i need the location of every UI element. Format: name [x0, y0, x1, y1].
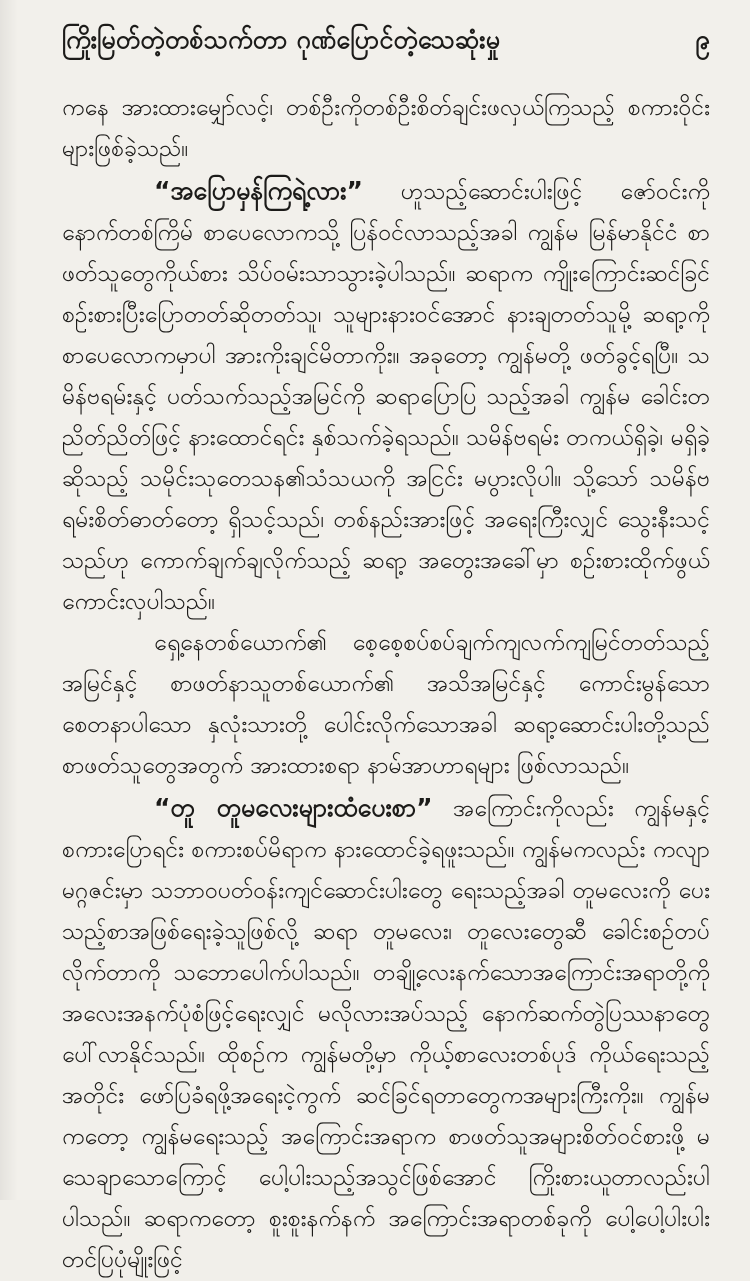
paragraph-2-bold-heading: “အပြောမှန်ကြရဲ့လား”: [154, 176, 363, 205]
running-title: ကြိုးမြတ်တဲ့တစ်သက်တာ ဂုဏ်ပြောင်တဲ့သေဆုံးမှု: [62, 25, 501, 54]
paragraph-4: [62, 787, 710, 1281]
page-number: ၉: [695, 25, 710, 55]
paragraph-1: [62, 88, 710, 170]
paragraph-2-text: ဟူသည့်ဆောင်းပါးဖြင့် ဇော်ဝင်းကို နောက်တစ်ကြိမ် စာပေလောကသို့ ပြန်ဝင်လာသည့်အခါ ကျွန်မ မြန်မာနိုင်ငံ စာဖတ်သူတွေကိုယ်စား သိပ်ဝမ်းသာသွားခဲ့ပါသည်။ ဆရာက ကျိုးကြောင်းဆင်ခြင် စဉ်းစားပြီးပြောတတ်ဆိုတတ်သူ၊ သူများနားဝင်အောင် နားချတတ်သူမို့ ဆရာ့ကို စာပေလောကမှာပါ အားကိုးချင်မိတာကိုး။ အခုတော့ ကျွန်မတို့ ဖတ်ခွင့်ရပြီ။ သမိန်ဗရမ်းနှင့် ပတ်သက်သည့်အမြင်ကို ဆရာပြောပြ သည့်အခါ ကျွန်မ ခေါင်းတညိတ်ညိတ်ဖြင့် နားထောင်ရင်း နှစ်သက်ခဲ့ရသည်။ သမိန်ဗရမ်း တကယ်ရှိခဲ့၊ မရှိခဲ့ဆိုသည့် သမိုင်းသုတေသန၏သံသယကို အငြင်း မပွားလိုပါ။ သို့သော် သမိန်ဗရမ်းစိတ်ဓာတ်တော့ ရှိသင့်သည်၊ တစ်နည်းအားဖြင့် အရေးကြီးလျှင် သွေးနီးသင့်သည်ဟု ကောက်ချက်ချလိုက်သည့် ဆရာ့ အတွေးအခေါ်မှာ စဉ်းစားထိုက်ဖွယ် ကောင်းလှပါသည်။: [62, 179, 710, 615]
paragraph-2: [62, 170, 710, 623]
paragraph-3-text: ရှေ့နေတစ်ယောက်၏ စေ့စေ့စပ်စပ်ချက်ကျလက်ကျမြင်တတ်သည့် အမြင်နှင့် စာဖတ်နာသူတစ်ယောက်၏ အသိအမြင်နှင့် ကောင်းမွန်သော စေတနာပါသော နှလုံးသားတို့ ပေါင်းလိုက်သောအခါ ဆရာ့ဆောင်းပါးတို့သည် စာဖတ်သူတွေအတွက် အားထားစရာ နာမ်အာဟာရများ ဖြစ်လာသည်။: [62, 630, 710, 779]
running-header: [62, 22, 710, 62]
paragraph-1-text: ကနေ အားထားမျှော်လင့်၊ တစ်ဦးကိုတစ်ဦးစိတ်ချင်းဖလှယ်ကြသည့် စကားဝိုင်းများဖြစ်ခဲ့သည်။: [62, 95, 710, 162]
paragraph-4-text: အကြောင်းကိုလည်း ကျွန်မနှင့် စကားပြောရင်း စကားစပ်မိရာက နားထောင်ခဲ့ရဖူးသည်။ ကျွန်မကလည်း ကလျာမဂ္ဂဇင်းမှာ သဘာဝပတ်ဝန်းကျင်ဆောင်းပါးတွေ ရေးသည့်အခါ တူမလေးကို ပေးသည့်စာအဖြစ်ရေးခဲ့သူဖြစ်လို့ ဆရာ တူမလေး၊ တူလေးတွေဆီ ခေါင်းစဉ်တပ်လိုက်တာကို သဘောပေါက်ပါသည်။ တချို့လေးနက်သောအကြောင်းအရာတို့ကို အလေးအနက်ပုံစံဖြင့်ရေးလျှင် မလိုလားအပ်သည့် နောက်ဆက်တွဲပြဿနာတွေ ပေါ်လာနိုင်သည်။ ထိုစဉ်က ကျွန်မတို့မှာ ကိုယ့်စာလေးတစ်ပုဒ် ကိုယ်ရေးသည့်အတိုင်း ဖော်ပြခံရဖို့အရေးငဲ့ကွက် ဆင်ခြင်ရတာတွေကအများကြီးကိုး။ ကျွန်မကတော့ ကျွန်မရေးသည့် အကြောင်းအရာက စာဖတ်သူအများစိတ်ဝင်စားဖို့ မသေချာသောကြောင့် ပေါ့ပါးသည့်အသွင်ဖြစ်အောင် ကြိုးစားယူတာလည်းပါပါသည်။ ဆရာကတော့ စူးစူးနက်နက် အကြောင်းအရာတစ်ခုကို ပေါ့ပေါ့ပါးပါးတင်ပြပုံမျိုးဖြင့်: [62, 796, 710, 1273]
paragraph-3: [62, 623, 710, 787]
paragraph-4-bold-heading: “တူ တူမလေးများထံပေးစာ”: [154, 793, 433, 822]
body-text: [62, 88, 710, 1281]
